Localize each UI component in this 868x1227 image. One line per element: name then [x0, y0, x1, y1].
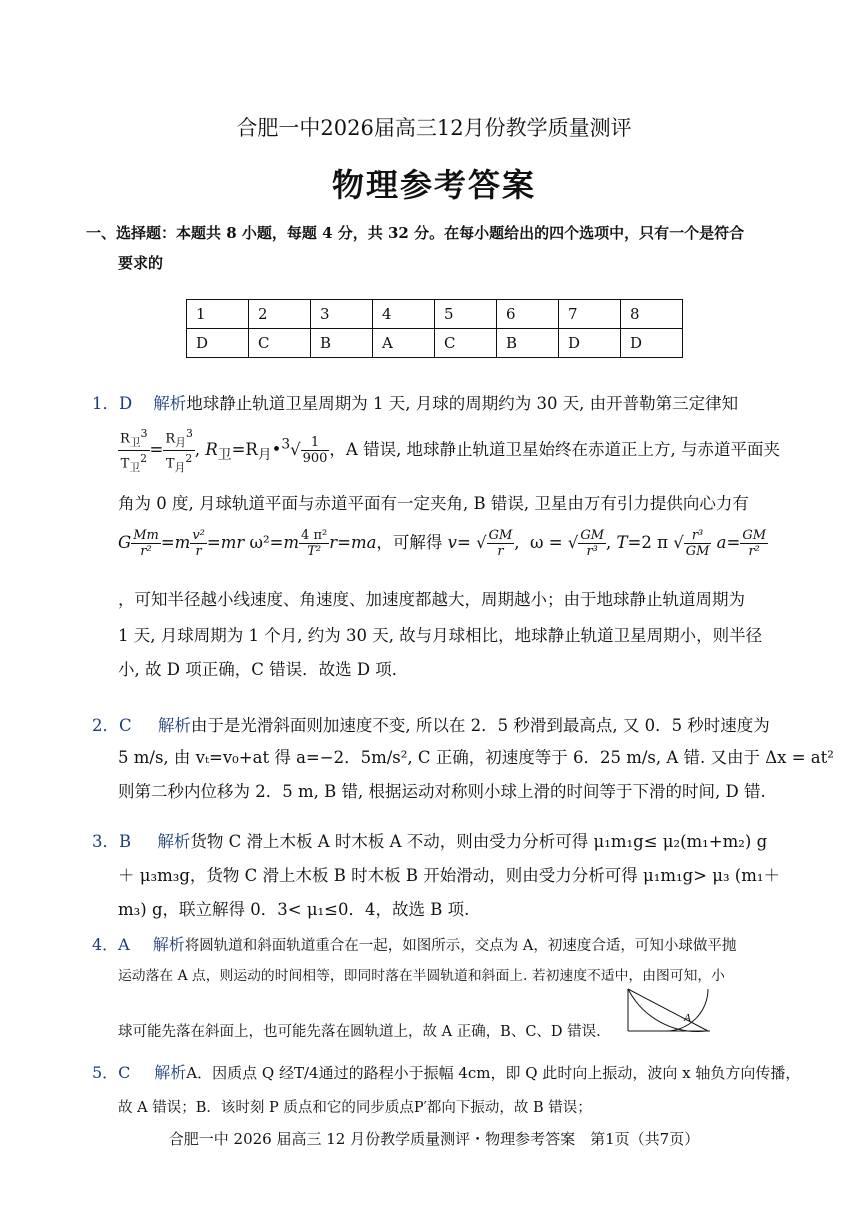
a-result: $\frac{GM}{\text{r²}}$ — [742, 528, 767, 559]
t-result: $\frac{\text{r³}}{GM}$ — [685, 528, 710, 559]
table-cell: D — [621, 329, 683, 358]
q1-number: 1．D — [92, 394, 133, 413]
slope-line — [628, 989, 708, 1031]
table-cell: 6 — [497, 300, 559, 329]
gravity-formula: $\frac{Mm}{\text{r²}}$ — [133, 528, 159, 559]
q2-number: 2．C — [92, 716, 132, 735]
q5-text: A．因质点 Q 经T/4通过的路程小于振幅 4cm，即 Q 此时向上振动，波向 x 轴负方向传播， — [186, 1064, 801, 1082]
circle-track — [666, 989, 708, 1031]
q1-line6: 1 天, 月球周期为 1 个月, 约为 30 天, 故与月球相比，地球静止轨道卫星周期小，则半径 — [118, 626, 763, 645]
q4-line1 — [92, 932, 736, 955]
q5-jiexi: 解析 — [154, 1063, 187, 1082]
answer-table-numbers-row — [187, 300, 683, 329]
table-cell: 7 — [559, 300, 621, 329]
point-a-label: A — [684, 1012, 691, 1024]
table-cell: C — [249, 329, 311, 358]
kepler-formula-moon: $\frac{R_月^3}{T_月^2}$ — [165, 427, 193, 474]
q1-line4: G $\frac{Mm}{\text{r²}}$ =m $\frac{\text{v²}}{r}$ =mr ω²=m $\frac{\text{4 π²}}{\text{T²}}$ r=ma，可解得 v= √ $\frac{GM}{r}$ , ω = √ $\frac{GM}{\text{r³}}$ , T=2 π √ $\frac{\text{r³}}{GM}$ a= $\frac{GM}{\text{r²}}$ — [118, 528, 767, 559]
q5-line1 — [92, 1060, 800, 1083]
q1-jiexi: 解析 — [153, 394, 187, 413]
q4-text: 将圆轨道和斜面轨道重合在一起，如图所示，交点为 A，初速度合适，可知小球做平抛 — [184, 938, 737, 954]
q1-line2: $\frac{R_卫^3}{T_卫^2}$ = $\frac{R_月^3}{T_月^2}$ , $R_卫=R_月•^3√$ $\frac{1}{900}$ ，A 错误, 地球静止轨道卫星始终在赤道正上方, 与赤道平面夹 — [120, 427, 781, 474]
table-cell: 5 — [435, 300, 497, 329]
table-cell: 8 — [621, 300, 683, 329]
q1-line7: 小, 故 D 项正确，C 错误．故选 D 项． — [118, 660, 409, 679]
table-cell: 1 — [187, 300, 249, 329]
table-cell: D — [559, 329, 621, 358]
section-heading-cont: 要求的 — [118, 254, 164, 272]
answer-table — [186, 299, 683, 358]
q4-diagram — [626, 986, 712, 1036]
q4-jiexi: 解析 — [152, 935, 185, 954]
q2-jiexi: 解析 — [157, 716, 191, 735]
page-footer: 合肥一中 2026 届高三 12 月份教学质量测评・物理参考答案 第1页（共7页） — [168, 1130, 700, 1148]
omega-result: $\frac{GM}{\text{r³}}$ — [580, 528, 605, 559]
table-cell: 3 — [311, 300, 373, 329]
table-cell: 2 — [249, 300, 311, 329]
q3-text: 货物 C 滑上木板 A 时木板 A 不动，则由受力分析可得 μ₁m₁g≤ μ₂(m₁+m₂) g — [190, 832, 768, 851]
q2-line2: 5 m/s, 由 vₜ=v₀+at 得 a=−2．5m/s², C 正确，初速度等于 6．25 m/s, A 错. 又由于 Δx = at² — [118, 748, 834, 767]
q5-number: 5．C — [92, 1063, 131, 1082]
table-cell: D — [187, 329, 249, 358]
section-heading: 一、选择题：本题共 8 小题，每题 4 分，共 32 分。在每小题给出的四个选项中，只有一个是符合 — [86, 224, 745, 242]
q1-line5: ，可知半径越小线速度、角速度、加速度都越大，周期越小；由于地球静止轨道周期为 — [118, 590, 745, 609]
table-cell: A — [373, 329, 435, 358]
q1-line3: 角为 0 度, 月球轨道平面与赤道平面有一定夹角, B 错误, 卫星由万有引力提供向心力有 — [118, 494, 749, 513]
q1-text: ，A 错误, 地球静止轨道卫星始终在赤道正上方, 与赤道平面夹 — [329, 439, 781, 459]
page-title: 合肥一中2026届高三12月份教学质量测评 — [236, 116, 632, 140]
velocity-formula: $\frac{\text{v²}}{r}$ — [192, 528, 205, 559]
q4-line2: 运动落在 A 点，则运动的时间相等，即同时落在半圆轨道和斜面上. 若初速度不适中，由图可知，小 — [118, 968, 725, 984]
table-cell: B — [497, 329, 559, 358]
kepler-formula: $\frac{R_卫^3}{T_卫^2}$ — [120, 427, 148, 474]
q1-line1 — [92, 390, 738, 414]
q3-jiexi: 解析 — [157, 832, 191, 851]
table-cell: 4 — [373, 300, 435, 329]
q3-line1 — [92, 828, 767, 852]
v-result: $\frac{GM}{r}$ — [488, 528, 513, 559]
q5-line2: 故 A 错误；B．该时刻 P 质点和它的同步质点P′都向下振动，故 B 错误； — [118, 1100, 592, 1116]
period-formula: $\frac{\text{4 π²}}{\text{T²}}$ — [301, 528, 328, 559]
q1-text: ，可解得 — [376, 533, 443, 552]
q1-text: 地球静止轨道卫星周期为 1 天, 月球的周期约为 30 天, 由开普勒第三定律知 — [186, 394, 739, 413]
q2-line3: 则第二秒内位移为 2．5 m, B 错, 根据运动对称则小球上滑的时间等于下滑的时间, D 错. — [118, 782, 766, 801]
q4-line3: 球可能先落在斜面上，也可能先落在圆轨道上，故 A 正确，B、C、D 错误. — [118, 1024, 601, 1040]
q3-line2: ＋ μ₃m₃g，货物 C 滑上木板 B 时木板 B 开始滑动，则由受力分析可得 μ₁m₁g> μ₃ (m₁＋ — [118, 866, 781, 885]
q2-line1 — [92, 712, 770, 736]
q3-number: 3．B — [92, 832, 132, 851]
ratio-formula: $\frac{1}{900}$ — [302, 434, 328, 466]
q3-line3: m₃) g，联立解得 0．3< μ₁≤0．4，故选 B 项. — [118, 900, 470, 919]
answer-table-answers-row — [187, 329, 683, 358]
q2-text: 由于是光滑斜面则加速度不变, 所以在 2．5 秒滑到最高点, 又 0．5 秒时速度为 — [190, 716, 770, 735]
q4-number: 4．A — [92, 935, 130, 954]
table-cell: B — [311, 329, 373, 358]
page-subtitle: 物理参考答案 — [331, 166, 536, 204]
table-cell: C — [435, 329, 497, 358]
